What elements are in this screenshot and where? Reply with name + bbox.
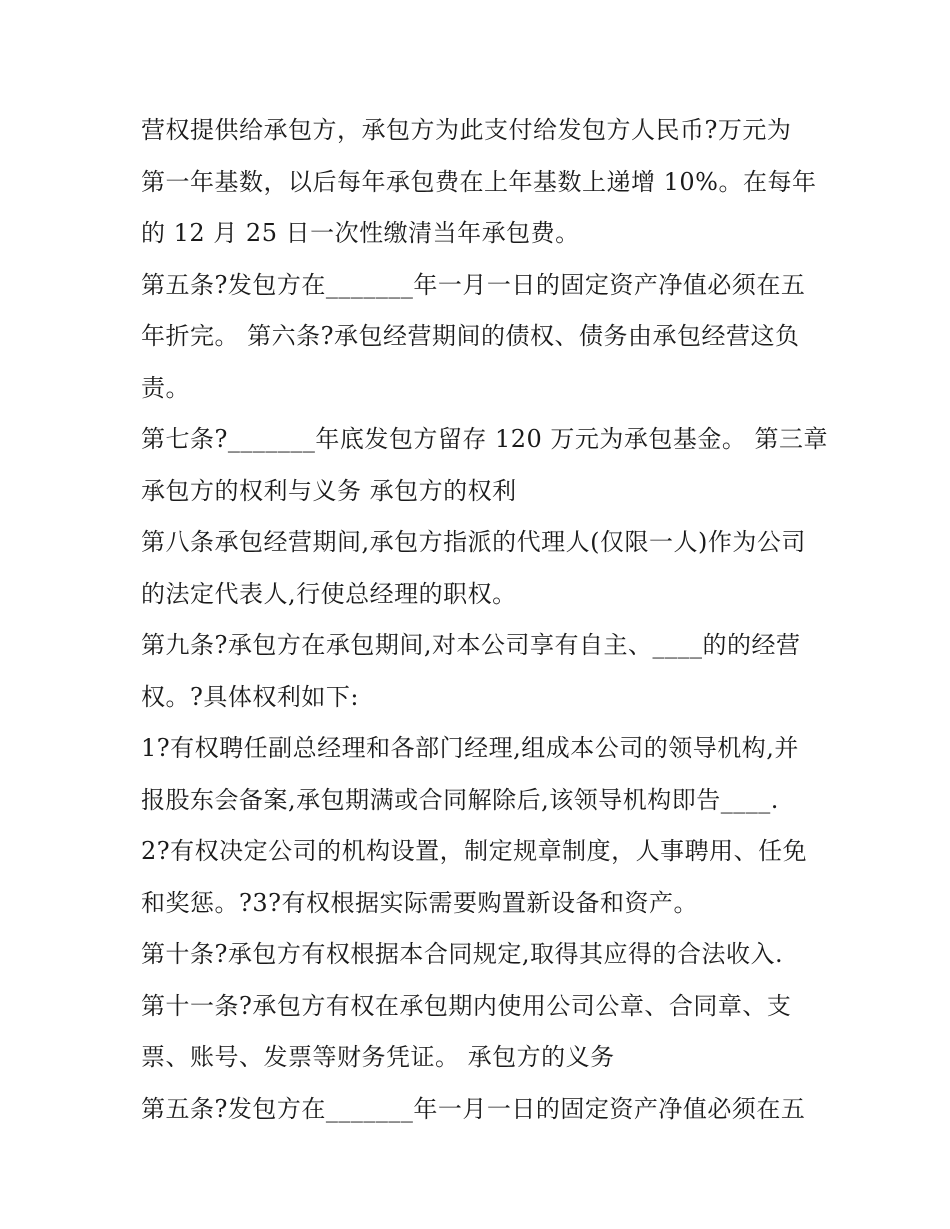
text-line: 年折完。 第六条?承包经营期间的债权、债务由承包经营这负 bbox=[141, 322, 800, 350]
text-line: 第一年基数，以后每年承包费在上年基数上递增 10%。在每年 bbox=[141, 167, 817, 196]
text-line: 的法定代表人,行使总经理的职权。 bbox=[141, 579, 517, 608]
text-line: 第五条?发包方在_______年一月一日的固定资产净值必须在五 bbox=[141, 270, 806, 299]
text-line: 和奖惩。?3?有权根据实际需要购置新设备和资产。 bbox=[141, 888, 699, 917]
text-line: 第五条?发包方在_______年一月一日的固定资产净值必须在五 bbox=[141, 1094, 806, 1123]
text-line: 2?有权决定公司的机构设置，制定规章制度，人事聘用、任免 bbox=[141, 837, 808, 865]
text-line: 票、账号、发票等财务凭证。 承包方的义务 bbox=[141, 1043, 615, 1071]
text-line: 承包方的权利与义务 承包方的权利 bbox=[141, 476, 517, 505]
text-line: 责。 bbox=[141, 373, 190, 402]
text-line: 第八条承包经营期间,承包方指派的代理人(仅限一人)作为公司 bbox=[141, 528, 806, 556]
text-line: 营权提供给承包方，承包方为此支付给发包方人民币?万元为 bbox=[141, 116, 792, 144]
text-line: 权。?具体权利如下: bbox=[141, 682, 359, 711]
text-line: 第十条?承包方有权根据本合同规定,取得其应得的合法收入. bbox=[141, 940, 784, 968]
text-line: 第十一条?承包方有权在承包期内使用公司公章、合同章、支 bbox=[141, 991, 792, 1020]
text-line: 报股东会备案,承包期满或合同解除后,该领导机构即告____. bbox=[141, 785, 779, 814]
text-line: 的 12 月 25 日一次性缴清当年承包费。 bbox=[141, 219, 580, 247]
text-line: 第九条?承包方在承包期间,对本公司享有自主、____的的经营 bbox=[141, 631, 801, 659]
contract-text-body bbox=[141, 105, 829, 1135]
text-line: 1?有权聘任副总经理和各部门经理,组成本公司的领导机构,并 bbox=[141, 734, 799, 762]
text-line: 第七条?_______年底发包方留存 120 万元为承包基金。 第三章 bbox=[141, 425, 829, 453]
